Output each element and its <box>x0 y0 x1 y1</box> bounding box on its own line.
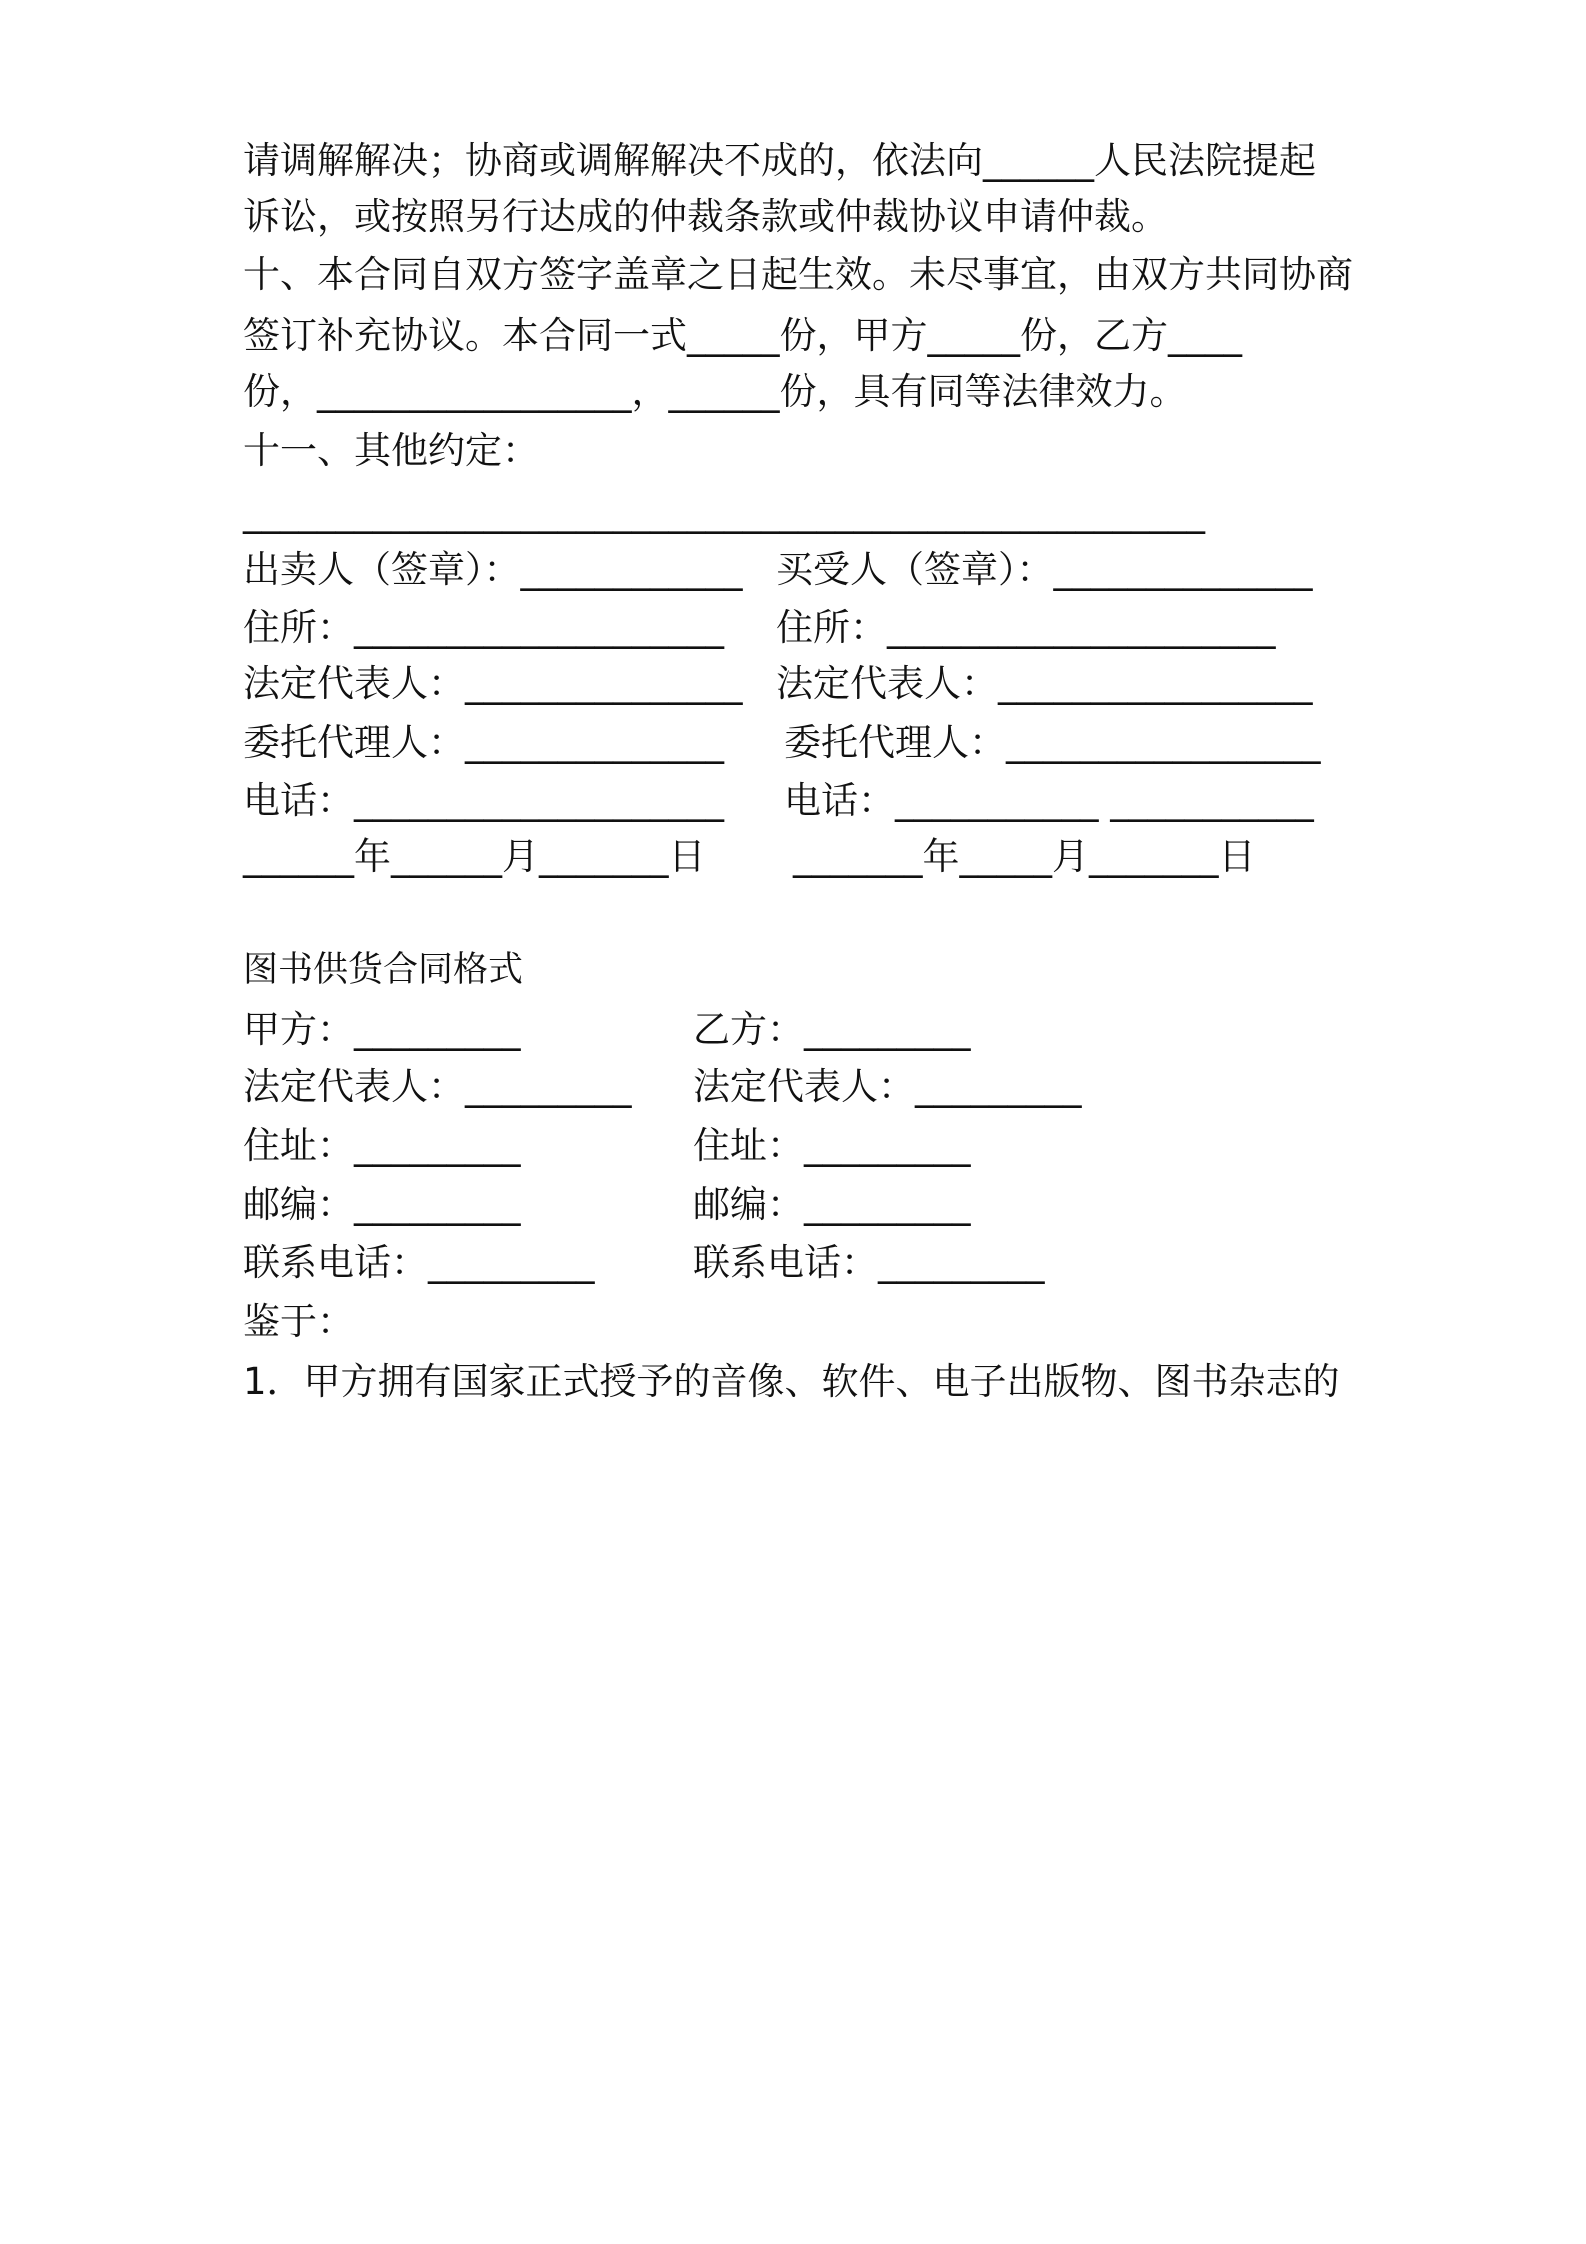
seller-seal-field: 出卖人（签章）：____________ <box>243 548 743 591</box>
party-b-name-field: 乙方：_________ <box>693 1008 971 1051</box>
clause-ten-line1: 十、本合同自双方签字盖章之日起生效。未尽事宜，由双方共同协商 <box>243 253 1353 296</box>
clause-eleven-heading: 十一、其他约定： <box>243 429 539 472</box>
paragraph-dispute-line1: 请调解解决；协商或调解解决不成的，依法向______人民法院提起 <box>243 139 1316 182</box>
buyer-phone-field: 电话：___________ ___________ <box>784 779 1314 822</box>
seller-address-field: 住所：____________________ <box>243 606 724 649</box>
buyer-legal-rep-field: 法定代表人：_________________ <box>776 662 1313 705</box>
party-b-address-field: 住址：_________ <box>693 1124 971 1167</box>
party-b-legal-rep-field: 法定代表人：_________ <box>693 1065 1082 1108</box>
party-a-address-field: 住址：_________ <box>243 1124 521 1167</box>
supply-contract-title: 图书供货合同格式 <box>243 950 524 990</box>
seller-phone-field: 电话：____________________ <box>243 779 724 822</box>
buyer-agent-field: 委托代理人：_________________ <box>784 721 1321 764</box>
paragraph-dispute-line2: 诉讼，或按照另行达成的仲裁条款或仲裁协议申请仲裁。 <box>243 195 1168 238</box>
whereas-heading: 鉴于： <box>243 1300 354 1343</box>
whereas-clause-1: 1．甲方拥有国家正式授予的音像、软件、电子出版物、图书杂志的 <box>243 1360 1340 1403</box>
buyer-date-field: _______年_____月_______日 <box>793 835 1256 878</box>
seller-agent-field: 委托代理人：______________ <box>243 721 724 764</box>
clause-ten-line2: 签订补充协议。本合同一式_____份，甲方_____份，乙方____ <box>243 314 1242 357</box>
party-b-postcode-field: 邮编：_________ <box>693 1183 971 1226</box>
party-b-phone-field: 联系电话：_________ <box>693 1241 1045 1284</box>
clause-ten-line3: 份，_________________，______份，具有同等法律效力。 <box>243 370 1187 413</box>
seller-date-field: ______年______月_______日 <box>243 835 706 878</box>
seller-legal-rep-field: 法定代表人：_______________ <box>243 662 743 705</box>
buyer-seal-field: 买受人（签章）：______________ <box>776 548 1313 591</box>
party-a-name-field: 甲方：_________ <box>243 1008 521 1051</box>
party-a-phone-field: 联系电话：_________ <box>243 1241 595 1284</box>
buyer-address-field: 住所：_____________________ <box>776 606 1276 649</box>
party-a-postcode-field: 邮编：_________ <box>243 1183 521 1226</box>
other-agreement-blank: ____________________________________________________ <box>243 491 1205 534</box>
party-a-legal-rep-field: 法定代表人：_________ <box>243 1065 632 1108</box>
